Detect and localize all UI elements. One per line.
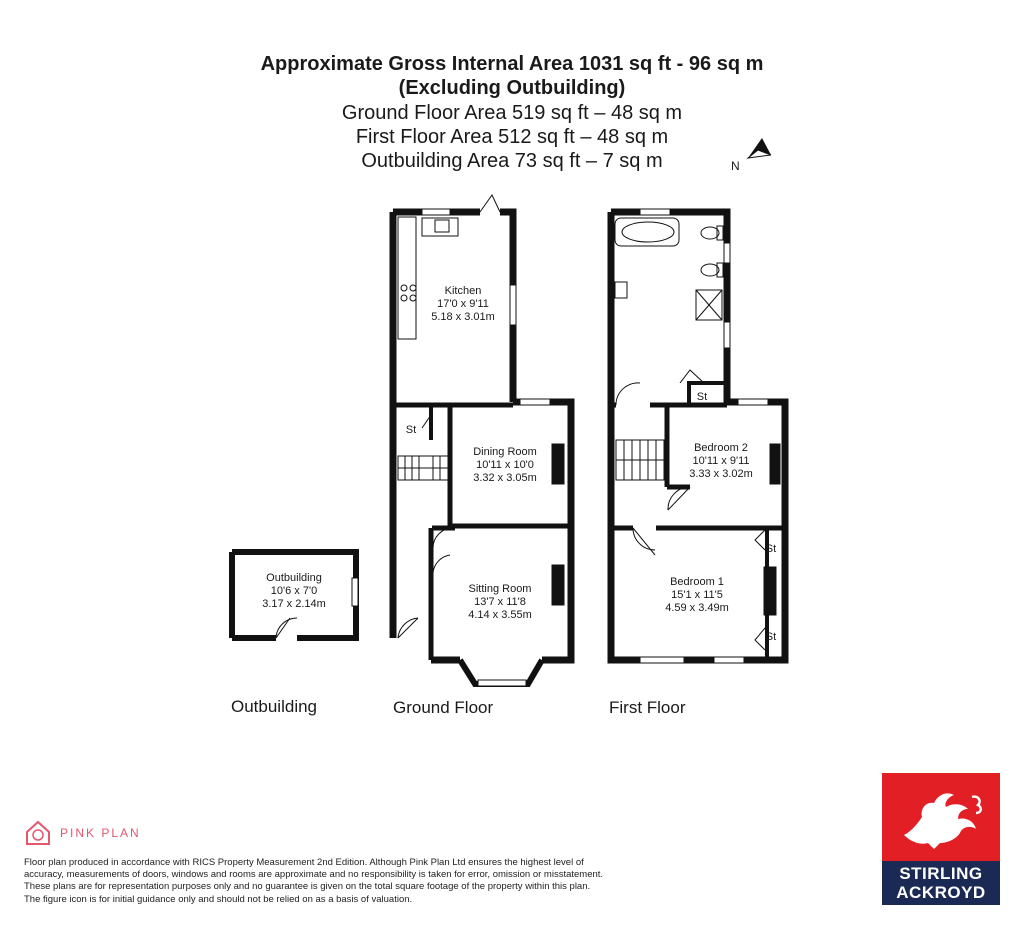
pink-plan-name: PINK PLAN (60, 826, 141, 840)
area-subheading: (Excluding Outbuilding) (398, 77, 626, 99)
dining-room-metric: 3.32 x 3.05m (473, 472, 537, 484)
first-store-label-bed1-lower: St (765, 631, 777, 643)
agent-name-line1: STIRLING (899, 864, 983, 883)
kitchen-imperial: 17'0 x 9'11 (437, 298, 489, 310)
bedroom-2-metric: 3.33 x 3.02m (689, 468, 753, 480)
north-arrow-icon (731, 138, 771, 173)
outbuilding-room-metric: 3.17 x 2.14m (262, 598, 326, 610)
sitting-room-imperial: 13'7 x 11'8 (474, 596, 526, 608)
disclaimer-text: Floor plan produced in accordance with RICS Property Measurement 2nd Edition. Although Pink Plan Ltd ensures the highest level of accuracy, measurements of doors, windows and rooms are approximate and no responsibility is taken for error, omission or misstatement. These plans are for representation purposes only and no guarantee is given on the total square footage of the property within this plan. The figure icon is for initial guidance only and should not be relied on as a basis of valuation. (24, 857, 604, 905)
kitchen-name: Kitchen (444, 285, 482, 297)
first-floor-plan (611, 209, 785, 663)
ground-floor-label: Ground Floor (393, 698, 494, 717)
first-floor-label: First Floor (609, 698, 686, 717)
outbuilding-room-imperial: 10'6 x 7'0 (270, 585, 318, 597)
ground-floor-plan (393, 195, 571, 686)
outbuilding-area: Outbuilding Area 73 sq ft – 7 sq m (361, 150, 663, 172)
first-floor-area: First Floor Area 512 sq ft – 48 sq m (355, 126, 669, 148)
kitchen-metric: 5.18 x 3.01m (431, 311, 495, 323)
area-heading: Approximate Gross Internal Area 1031 sq ft - 96 sq m (260, 53, 764, 75)
ground-floor-area: Ground Floor Area 519 sq ft – 48 sq m (341, 102, 683, 124)
bedroom-1-metric: 4.59 x 3.49m (665, 602, 729, 614)
pink-plan-house-icon (24, 818, 52, 846)
bedroom-1-imperial: 15'1 x 11'5 (671, 589, 723, 601)
bedroom-2-imperial: 10'11 x 9'11 (692, 455, 750, 467)
agent-name-line2: ACKROYD (896, 883, 986, 902)
dining-room-imperial: 10'11 x 10'0 (476, 459, 534, 471)
sitting-room-metric: 4.14 x 3.55m (468, 609, 532, 621)
outbuilding-plan (232, 552, 358, 638)
outbuilding-room-name: Outbuilding (266, 572, 322, 584)
first-store-label-landing: St (696, 391, 708, 403)
bedroom-2-name: Bedroom 2 (694, 442, 748, 454)
compass-label: N (731, 159, 740, 173)
outbuilding-label: Outbuilding (231, 697, 318, 716)
sitting-room-name: Sitting Room (468, 583, 532, 595)
dining-room-name: Dining Room (473, 446, 537, 458)
bedroom-1-name: Bedroom 1 (670, 576, 724, 588)
ground-store-label: St (405, 424, 417, 436)
stirling-ackroyd-logo (882, 773, 1000, 905)
pink-plan-logo (24, 818, 52, 851)
first-store-label-bed1-upper: St (765, 543, 777, 555)
griffin-icon (882, 773, 1000, 861)
